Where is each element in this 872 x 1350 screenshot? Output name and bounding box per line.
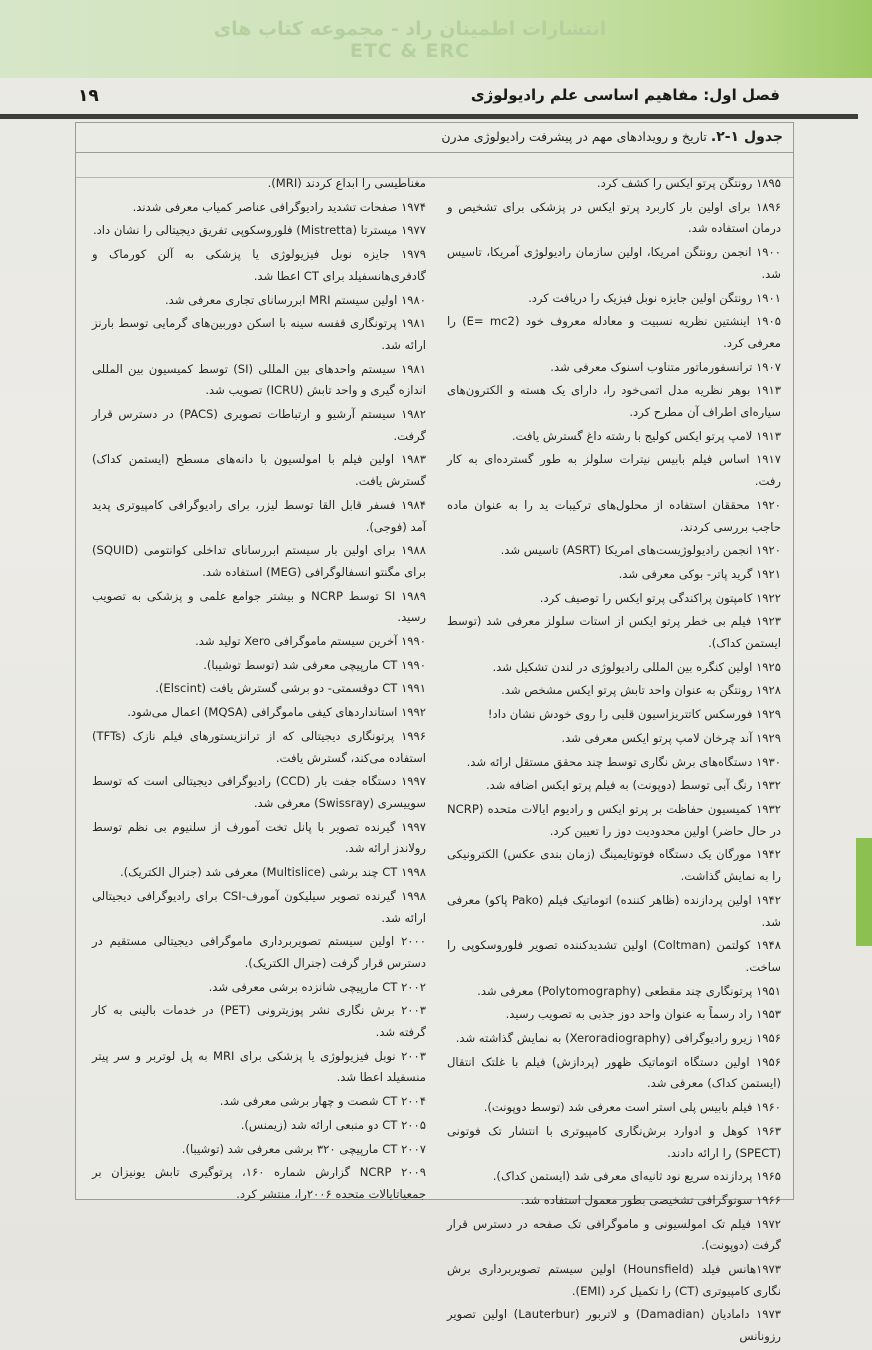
timeline-entry: ۱۹۲۳ فیلم بی خطر پرتو ایکس از استات سلولز معرفی شد (توسط ایستمن کداک). [447,614,781,651]
timeline-entry: ۲۰۰۷ CT مارپیچی ۳۲۰ برشی معرفی شد (توشیبا). [181,1141,426,1156]
timeline-entry: ۱۹۳۲ کمیسیون حفاظت بر پرتو ایکس و رادیوم ایالات متحده (NCRP در حال حاضر) اولین محدودیت دوز را تعیین کرد. [447,801,781,838]
left-column [92,173,426,1208]
timeline-entry: ۱۹۸۳ اولین فیلم با امولسیون با دانه‌های مسطح (ایستمن کداک) گسترش یافت. [92,452,426,489]
timeline-entry: ۱۹۰۱ رونتگن اولین جایزه نوبل فیزیک را دریافت کرد. [528,290,781,305]
chapter-title: فصل اول: مفاهیم اساسی علم رادیولوژی [470,86,780,104]
timeline-entry: مغناطیسی را ابداع کردند (MRI). [267,176,426,190]
timeline-entry: ۱۹۲۸ رونتگن به عنوان واحد تابش پرتو ایکس مشخص شد. [501,683,781,698]
timeline-entry: ۲۰۰۲ CT مارپیچی شانزده برشی معرفی شد. [208,979,426,994]
timeline-entry: ۱۸۹۵ رونتگن پرتو ایکس را کشف کرد. [596,176,781,190]
timeline-entry: ۱۹۲۹ فورسکس کاتتریزاسیون قلبی را روی خودش نشان داد! [487,707,781,722]
timeline-entry: ۱۹۸۸ برای اولین بار سیستم ابررسانای تداخلی کوانتومی (SQUID) برای مگنتو انسفالوگرافی (MEG) استفاده شد. [92,543,426,579]
timeline-entry: ۱۹۹۸ گیرنده تصویر سیلیکون آمورف-CSI برای رادیوگرافی دیجیتالی ارائه شد. [92,888,426,925]
publisher-title: انتشارات اطمینان راد - مجموعه کتاب های ETC & ERC [213,18,607,62]
timeline-entry: ۱۹۷۴ صفحات تشدید رادیوگرافی عناصر کمیاب معرفی شدند. [132,199,426,214]
timeline-entry: ۱۹۶۵ پردازنده سریع نود ثانیه‌ای معرفی شد (ایستمن کداک). [492,1169,781,1184]
timeline-entry: ۱۹۰۰ انجمن رونتگن امریکا، اولین سازمان رادیولوژی آمریکا، تاسیس شد. [447,245,781,281]
page-number: ۱۹ [78,86,99,106]
timeline-entry: ۱۹۹۰ CT مارپیچی معرفی شد (توسط توشیبا). [203,657,426,672]
timeline-entry: ۱۹۰۷ ترانسفورماتور متناوب اسنوک معرفی شد. [550,359,781,374]
timeline-entry: ۱۹۹۷ دستگاه جفت بار (CCD) رادیوگرافی دیجیتالی است که توسط سوییسری (Swissray) معرفی شد. [92,774,426,810]
chapter-thumb-tab [856,838,872,946]
timeline-entry: ۱۹۱۳ بوهر نظریه مدل اتمی‌خود را، دارای یک هسته و الکترون‌های سیاره‌ای اطراف آن مطرح کرد. [447,383,781,420]
timeline-entry: ۱۹۳۲ رنگ آبی توسط (دوپونت) به فیلم پرتو ایکس اضافه شد. [485,778,781,793]
timeline-entry: ۱۹۹۱ CT دوقسمتی- دو برشی گسترش یافت (Elscint). [155,681,426,696]
timeline-entry: ۲۰۰۴ CT شصت و چهار برشی معرفی شد. [219,1094,426,1109]
timeline-entry: ۱۹۶۰ فیلم بابیس پلی استر است معرفی شد (توسط دوپونت). [483,1100,781,1115]
timeline-entry: ۱۹۲۹ آند چرخان لامپ پرتو ایکس معرفی شد. [561,730,781,745]
timeline-entry: ۱۹۸۱ پرتونگاری قفسه سینه با اسکن دوربین‌های گرمایی توسط بارنز ارائه شد. [92,316,426,352]
timeline-entry: ۱۸۹۶ برای اولین بار کاربرد پرتو ایکس در پزشکی برای تشخیص و درمان استفاده شد. [447,199,781,236]
timeline-entry: ۱۹۷۲ فیلم تک امولسیونی و ماموگرافی تک صفحه در دسترس قرار گرفت (دوپونت). [447,1216,781,1253]
timeline-entry: ۱۹۴۲ اولین پردازنده (ظاهر کننده) اتوماتیک فیلم (Pako پاکو) معرفی شد. [447,892,781,929]
timeline-entry: ۲۰۰۳ نوبل فیزیولوژی یا پزشکی برای MRI به پل لوتربر و سر پیتر منسفیلد اعطا شد. [92,1048,426,1085]
timeline-entry: ۱۹۸۰ اولین سیستم MRI ابررسانای تجاری معرفی شد. [165,292,426,307]
timeline-entry: ۱۹۴۲ مورگان یک دستگاه فوتوتایمینگ (زمان بندی عکس) الکترونیکی را به نمایش گذاشت. [447,847,781,884]
timeline-entry: ۱۹۲۲ کامپتون پراکندگی پرتو ایکس را توصیف کرد. [539,590,781,605]
timeline-entry: ۱۹۵۱ پرتونگاری چند مقطعی (Polytomography) معرفی شد. [477,983,781,998]
timeline-entry: ۱۹۷۷ میسترتا (Mistretta) فلوروسکوپی تفریق دیجیتالی را نشان داد. [92,223,426,238]
timeline-entry: ۱۹۶۶ سونوگرافی تشخیصی بطور معمول استفاده شد. [520,1192,781,1207]
timeline-entry: ۱۹۶۳ کوهل و ادوارد برش‌نگاری کامپیوتری با انتشار تک فوتونی (SPECT) را ارائه دادند. [447,1123,781,1160]
timeline-entry: ۱۹۲۰ محققان استفاده از محلول‌های ترکیبات ید را به عنوان ماده حاجب بررسی کردند. [447,497,781,534]
timeline-entry: ۱۹۸۲ سیستم آرشیو و ارتباطات تصویری (PACS) در دسترس قرار گرفت. [92,407,426,443]
timeline-entry: ۱۹۹۰ آخرین سیستم ماموگرافی Xero تولید شد. [195,634,426,649]
timeline-entry: ۱۹۹۲ استانداردهای کیفی ماموگرافی (MQSA) اعمال می‌شود. [127,705,426,720]
timeline-entry: ۱۹۷۳هانس فیلد (Hounsfield) اولین سیستم تصویربرداری برش نگاری کامپیوتری (CT) را تکمیل کرد (EMI). [447,1262,782,1298]
timeline-entry: ۱۹۹۶ پرتونگاری دیجیتالی که از ترانزیستورهای فیلم نازک (TFTs) استفاده می‌کند، گسترش یافت. [92,728,426,765]
right-column [447,173,781,1350]
timeline-entry: ۱۹۹۷ گیرنده تصویر با پانل تخت آمورف از سلنیوم بی نظم توسط رولاندز ارائه شد. [92,819,426,856]
timeline-entry: ۱۹۷۳ دامادیان (Damadian) و لاتربور (Lauterbur) اولین تصویر رزونانس [447,1307,781,1344]
timeline-entry: ۱۹۲۰ انجمن رادیولوژیست‌های امریکا (ASRT) تاسیس شد. [500,543,781,558]
running-header [78,86,780,110]
table-caption [76,123,793,153]
publisher-band [0,0,872,78]
timeline-entry: ۱۹۵۶ زیرو رادیوگرافی (Xeroradiography) به نمایش گذاشته شد. [455,1031,781,1046]
timeline-entry: ۲۰۰۵ CT دو منبعی ارائه شد (زیمنس). [240,1117,426,1132]
timeline-entry: ۱۹۲۵ اولین کنگره بین المللی رادیولوژی در لندن تشکیل شد. [492,659,781,674]
timeline-entry: ۱۹۸۹ SI توسط NCRP و بیشتر جوامع علمی و پزشکی به تصویب رسید. [92,588,426,625]
timeline-entry: ۱۹۳۰ دستگاه‌های برش نگاری توسط چند محقق مستقل ارائه شد. [466,754,781,769]
timeline-entry: ۱۹۴۸ کولتمن (Coltman) اولین تشدیدکننده تصویر فلوروسکوپی را ساخت. [447,938,781,974]
timeline-entry: ۱۹۵۳ راد رسماً به عنوان واحد دوز جذبی به تصویب رسید. [505,1007,781,1022]
timeline-entry: ۲۰۰۰ اولین سیستم تصویربرداری ماموگرافی دیجیتالی مستقیم در دسترس قرار گرفت (جنرال الکتریک). [92,934,426,970]
timeline-entry: ۱۹۸۴ فسفر قابل القا توسط لیزر، برای رادیوگرافی کامپیوتری پدید آمد (فوجی). [92,497,426,534]
table-label: جدول ۱-۲. [710,129,783,145]
timeline-entry: ۱۹۱۳ لامپ پرتو ایکس کولیج با رشته داغ گسترش یافت. [511,428,781,443]
timeline-entry: ۱۹۵۶ اولین دستگاه اتوماتیک ظهور (پردازش) فیلم با غلتک انتقال (ایستمن کداک) معرفی شد. [447,1054,781,1091]
timeline-entry: ۱۹۱۷ اساس فیلم بابیس نیترات سلولز به طور گسترده‌ای به کار رفت. [447,452,781,489]
timeline-entry: ۱۹۷۹ جایزه نوبل فیزیولوژی یا پزشکی به آلن کورماک و گادفری‌هانسفیلد برای CT اعطا شد. [92,247,426,283]
table-title: تاریخ و رویدادهای مهم در پیشرفت رادیولوژی مدرن [441,129,707,144]
history-table [75,122,794,1344]
timeline-entry: ۱۹۸۱ سیستم واحدهای بین المللی (SI) توسط کمیسیون بین المللی اندازه گیری و واحد تابش (ICRU) تصویب شد. [92,361,426,398]
timeline-entry: ۱۹۰۵ اینشتین نظریه نسبیت و معادله معروف خود (E= mc2) را معرفی کرد. [447,314,781,350]
timeline-entry: ۲۰۰۹ NCRP گزارش شماره ۱۶۰، پرتوگیری تابش یونیزان بر جمعیاتایالات متحده ۲۰۰۶را، منتشر کرد. [92,1165,426,1201]
timeline-entry: ۲۰۰۳ برش نگاری نشر پوزیترونی (PET) در خدمات بالینی به کار گرفته شد. [92,1003,426,1040]
timeline-entry: ۱۹۹۸ CT چند برشی (Multislice) معرفی شد (جنرال الکتریک). [119,865,426,880]
header-divider [0,114,858,119]
timeline-entry: ۱۹۲۱ گرید پاتر- بوکی معرفی شد. [618,566,781,581]
